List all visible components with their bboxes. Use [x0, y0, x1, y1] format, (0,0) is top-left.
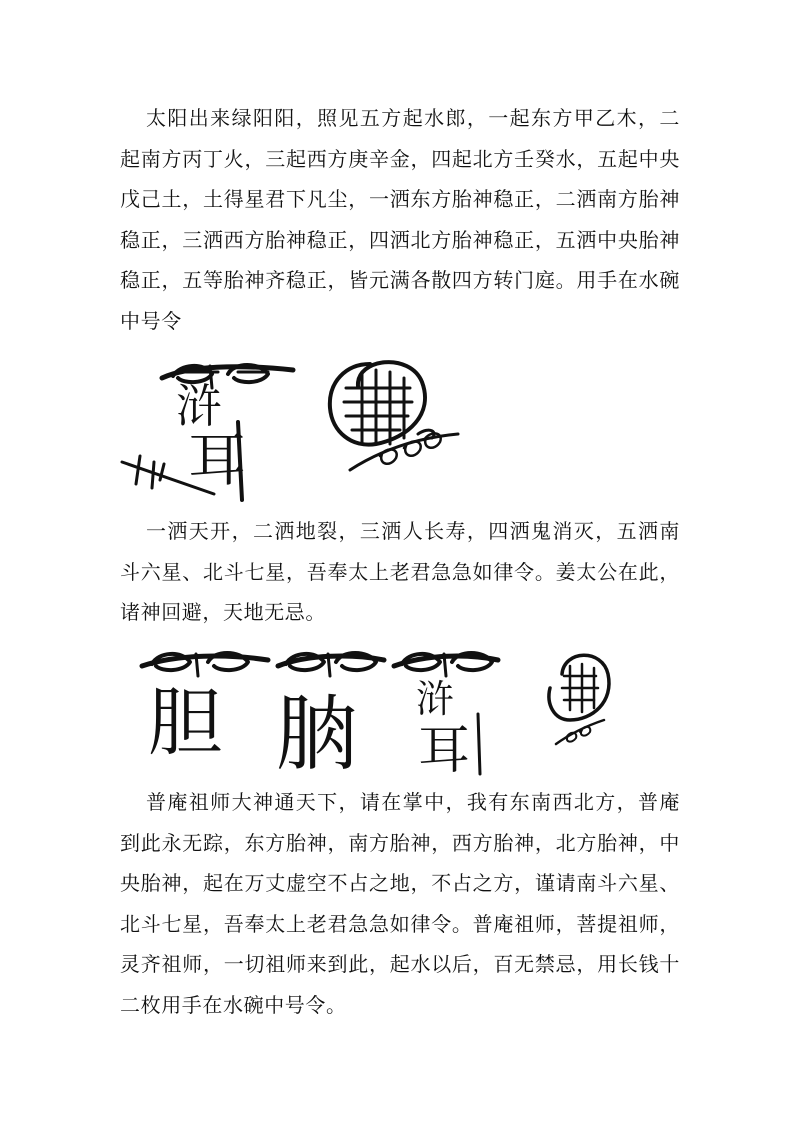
spiral-seal-drawing: [330, 362, 458, 470]
paragraph-2: 一洒天开，二洒地裂，三洒人长寿，四洒鬼消灭，五洒南斗六星、北斗七星，吾奉太上老君急急如律令。姜太公在此，诸神回避，天地无忌。: [120, 519, 680, 624]
small-spiral-seal-drawing: [549, 655, 609, 744]
talisman-2a-glyph: 胆: [148, 680, 222, 766]
talisman-1-bottom-glyph: 耳: [188, 426, 247, 494]
talisman-1-middle-glyph: 浒: [176, 379, 222, 433]
talisman-figure-1: [118, 352, 468, 504]
talisman-2b-glyph: 朒: [276, 687, 359, 780]
talisman-2c-bottom-glyph: 耳: [418, 721, 471, 780]
paragraph-3: 普庵祖师大神通天下，请在掌中，我有东南西北方，普庵到此永无踪，东方胎神，南方胎神，西方胎神，北方胎神，中央胎神，起在万丈虚空不占之地，不占之方，谨请南斗六星、北斗七星，吾奉太上老君急急如律令。普庵祖师，菩提祖师，灵齐祖师，一切祖师来到此，起水以后，百无禁忌，用长钱十二枚用手在水碗中号令。: [120, 790, 680, 1017]
paragraph-1: 太阳出来绿阳阳，照见五方起水郎，一起东方甲乙木，二起南方丙丁火，三起西方庚辛金，四起北方壬癸水，五起中央戊己土，土得星君下凡尘，一洒东方胎神稳正，二洒南方胎神稳正，三洒西方胎神稳正，四洒北方胎神稳正，五洒中央胎神稳正，五等胎神齐稳正，皆元满各散四方转门庭。用手在水碗中号令: [120, 106, 680, 333]
talisman-2c-middle-glyph: 浒: [416, 677, 455, 721]
rain-radicals-drawing: [142, 653, 498, 676]
talisman-2c-tail-drawing: [478, 714, 480, 774]
talisman-figure-2: [118, 644, 628, 780]
